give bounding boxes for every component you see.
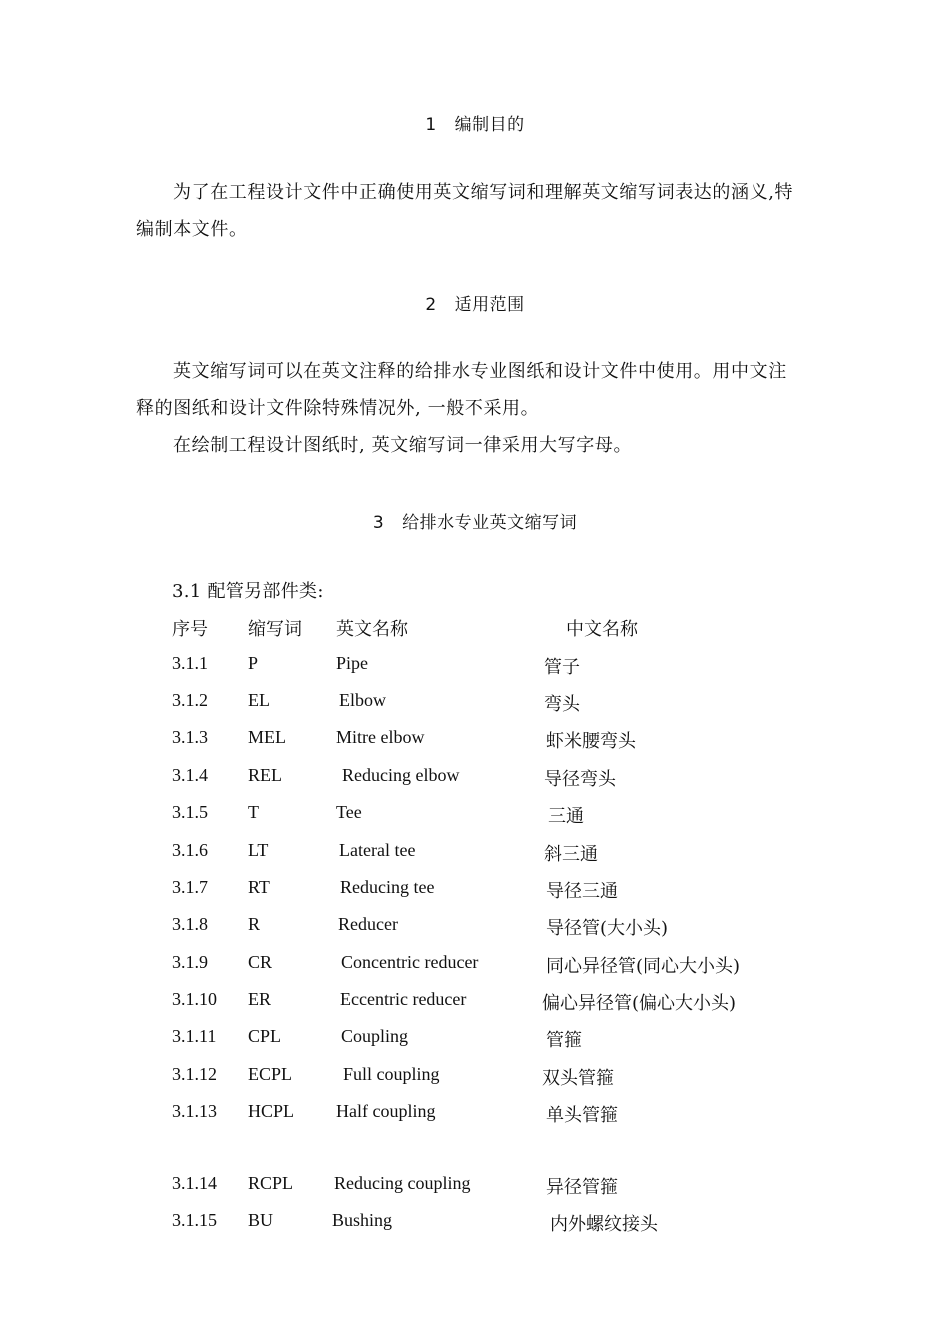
- table-row: [0, 690, 950, 720]
- row-chinese: 双头管箍: [542, 1068, 614, 1089]
- row-abbrev: ER: [248, 989, 272, 1009]
- table-row: [0, 727, 950, 757]
- row-english: Bushing: [332, 1210, 393, 1230]
- row-english: Mitre elbow: [336, 727, 425, 747]
- row-english: Full coupling: [343, 1064, 440, 1084]
- row-chinese: 三通: [548, 806, 584, 827]
- section-number: 1: [425, 115, 437, 135]
- table-row: [0, 840, 950, 870]
- row-chinese: 管子: [544, 657, 580, 678]
- header-abbrev: 缩写词: [248, 619, 302, 640]
- row-index: 3.1.15: [172, 1210, 217, 1230]
- row-index: 3.1.11: [172, 1026, 217, 1046]
- section-1-heading: [0, 110, 950, 135]
- row-index: 3.1.9: [172, 952, 208, 972]
- table-row: [0, 1026, 950, 1056]
- table-row: [0, 989, 950, 1019]
- row-english: Reducer: [338, 914, 398, 934]
- row-abbrev: RCPL: [248, 1173, 294, 1193]
- row-abbrev: MEL: [248, 727, 286, 747]
- row-chinese: 导径三通: [546, 881, 618, 902]
- table-row: [0, 1101, 950, 1131]
- section-title: 编制目的: [454, 115, 525, 135]
- row-index: 3.1.14: [172, 1173, 217, 1193]
- row-english: Reducing tee: [340, 877, 435, 897]
- row-abbrev: BU: [248, 1210, 274, 1230]
- table-row: [0, 1064, 950, 1094]
- table-row: [0, 653, 950, 683]
- row-chinese: 弯头: [544, 694, 580, 715]
- row-abbrev: P: [248, 653, 259, 673]
- row-index: 3.1.4: [172, 765, 208, 785]
- header-chinese: 中文名称: [566, 619, 638, 640]
- section-3-heading: [0, 508, 950, 533]
- table-row: [0, 802, 950, 832]
- row-abbrev: REL: [248, 765, 282, 785]
- section-number: 2: [425, 295, 437, 315]
- row-english: Tee: [336, 802, 362, 822]
- scope-paragraph-2: 在绘制工程设计图纸时, 英文缩写词一律采用大写字母。: [173, 435, 633, 456]
- table-row: [0, 877, 950, 907]
- header-index: 序号: [172, 619, 208, 640]
- row-chinese: 同心异径管(同心大小头): [546, 956, 741, 977]
- row-abbrev: RT: [248, 877, 270, 897]
- row-abbrev: CR: [248, 952, 273, 972]
- row-abbrev: ECPL: [248, 1064, 293, 1084]
- row-english: Reducing elbow: [342, 765, 460, 785]
- row-english: Half coupling: [336, 1101, 436, 1121]
- row-abbrev: CPL: [248, 1026, 282, 1046]
- row-chinese: 单头管箍: [546, 1105, 618, 1126]
- row-chinese: 内外螺纹接头: [550, 1214, 658, 1235]
- subsection-heading: 3.1 配管另部件类:: [172, 581, 324, 602]
- row-english: Concentric reducer: [341, 952, 479, 972]
- scope-paragraph-1: 英文缩写词可以在英文注释的给排水专业图纸和设计文件中使用。用中文注释的图纸和设计文件除特殊情况外, 一般不采用。: [136, 361, 787, 419]
- row-index: 3.1.5: [172, 802, 208, 822]
- row-index: 3.1.12: [172, 1064, 217, 1084]
- row-index: 3.1.8: [172, 914, 208, 934]
- row-chinese: 管箍: [546, 1030, 582, 1051]
- table-row: [0, 1173, 950, 1203]
- row-chinese: 偏心异径管(偏心大小头): [542, 993, 737, 1014]
- row-index: 3.1.2: [172, 690, 208, 710]
- header-english: 英文名称: [336, 619, 408, 640]
- row-index: 3.1.1: [172, 653, 208, 673]
- row-abbrev: EL: [248, 690, 270, 710]
- row-index: 3.1.3: [172, 727, 208, 747]
- row-index: 3.1.6: [172, 840, 208, 860]
- row-english: Coupling: [341, 1026, 409, 1046]
- section-title: 适用范围: [454, 295, 525, 315]
- table-row: [0, 1210, 950, 1240]
- row-index: 3.1.10: [172, 989, 217, 1009]
- row-chinese: 异径管箍: [546, 1177, 618, 1198]
- row-chinese: 导径管(大小头): [546, 918, 669, 939]
- section-title: 给排水专业英文缩写词: [402, 513, 578, 533]
- row-english: Elbow: [339, 690, 386, 710]
- purpose-paragraph: 为了在工程设计文件中正确使用英文缩写词和理解英文缩写词表达的涵义,特编制本文件。: [136, 182, 794, 240]
- table-header-row: [0, 615, 950, 645]
- table-row: [0, 914, 950, 944]
- row-english: Reducing coupling: [334, 1173, 471, 1193]
- row-index: 3.1.13: [172, 1101, 217, 1121]
- row-english: Eccentric reducer: [340, 989, 467, 1009]
- section-number: 3: [372, 513, 385, 533]
- section-2-heading: [0, 290, 950, 315]
- table-row: [0, 952, 950, 982]
- row-abbrev: LT: [248, 840, 269, 860]
- row-english: Lateral tee: [339, 840, 416, 860]
- row-abbrev: R: [248, 914, 261, 934]
- row-chinese: 斜三通: [544, 844, 598, 865]
- row-index: 3.1.7: [172, 877, 208, 897]
- table-row: [0, 765, 950, 795]
- row-chinese: 导径弯头: [544, 769, 616, 790]
- row-abbrev: HCPL: [248, 1101, 295, 1121]
- row-english: Pipe: [336, 653, 369, 673]
- row-chinese: 虾米腰弯头: [546, 731, 636, 752]
- row-abbrev: T: [248, 802, 259, 822]
